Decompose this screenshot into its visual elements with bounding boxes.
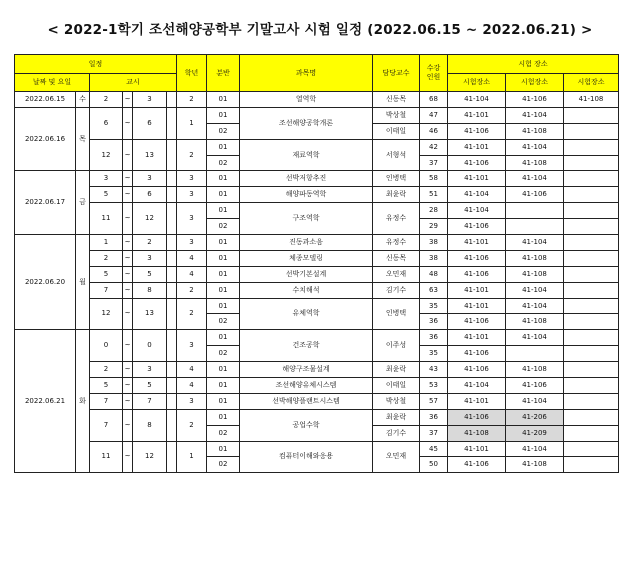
room-2-cell: 41-108 [506,314,564,330]
room-2-cell: 41-104 [506,441,564,457]
period-dash: ~ [123,203,133,235]
period-end: 8 [133,409,167,441]
professor-cell: 인병택 [373,298,420,330]
section-cell: 01 [207,409,240,425]
room-1-cell: 41-101 [448,107,506,123]
table-row [15,171,619,187]
period-start: 12 [90,298,123,330]
table-row [15,378,619,394]
period-start: 2 [90,362,123,378]
section-cell: 01 [207,378,240,394]
room-3-cell [564,250,619,266]
room-3-cell [564,107,619,123]
enrollment-cell: 58 [420,171,448,187]
enrollment-cell: 36 [420,409,448,425]
section-cell: 02 [207,457,240,473]
room-3-cell [564,314,619,330]
period-dash: ~ [123,107,133,139]
period-dash: ~ [123,250,133,266]
period-start: 5 [90,187,123,203]
header-period: 교시 [90,74,177,92]
section-cell: 01 [207,362,240,378]
section-cell: 02 [207,425,240,441]
enrollment-cell: 37 [420,425,448,441]
grade-cell: 3 [177,393,207,409]
exam-schedule-table [14,54,619,473]
grade-cell: 1 [177,441,207,473]
room-3-cell [564,266,619,282]
period-dash: ~ [123,282,133,298]
period-end: 8 [133,282,167,298]
room-1-cell: 41-101 [448,441,506,457]
section-cell: 02 [207,219,240,235]
room-3-cell [564,139,619,155]
period-spacer [167,393,177,409]
period-start: 7 [90,393,123,409]
room-3-cell [564,362,619,378]
table-row [15,393,619,409]
section-cell: 01 [207,282,240,298]
enrollment-cell: 51 [420,187,448,203]
table-row [15,282,619,298]
room-1-cell: 41-101 [448,235,506,251]
period-spacer [167,235,177,251]
period-dash: ~ [123,393,133,409]
course-name: 선박기본설계 [240,266,373,282]
period-dash: ~ [123,441,133,473]
professor-cell: 오민재 [373,441,420,473]
room-2-cell: 41-104 [506,393,564,409]
grade-cell: 2 [177,298,207,330]
period-start: 11 [90,441,123,473]
room-1-cell: 41-106 [448,409,506,425]
room-3-cell [564,219,619,235]
period-end: 7 [133,393,167,409]
weekday-cell: 화 [76,330,90,473]
header-row [15,55,619,74]
professor-cell: 이태일 [373,378,420,394]
period-spacer [167,92,177,108]
period-start: 0 [90,330,123,362]
room-2-cell: 41-104 [506,282,564,298]
room-1-cell: 41-101 [448,330,506,346]
room-2-cell: 41-104 [506,298,564,314]
enrollment-cell: 36 [420,330,448,346]
period-dash: ~ [123,139,133,171]
room-2-cell: 41-108 [506,250,564,266]
room-2-cell: 41-104 [506,235,564,251]
table-row [15,298,619,314]
period-end: 13 [133,298,167,330]
enrollment-cell: 38 [420,235,448,251]
professor-cell: 신동목 [373,250,420,266]
section-cell: 01 [207,330,240,346]
room-3-cell [564,155,619,171]
course-name: 유체역학 [240,298,373,330]
section-cell: 01 [207,171,240,187]
room-2-cell [506,346,564,362]
course-name: 조선해양공학개론 [240,107,373,139]
period-spacer [167,378,177,394]
section-cell: 01 [207,139,240,155]
date-cell: 2022.06.20 [15,235,76,330]
enrollment-cell: 43 [420,362,448,378]
course-name: 체종모델링 [240,250,373,266]
date-cell: 2022.06.17 [15,171,76,235]
section-cell: 01 [207,393,240,409]
course-name: 재료역학 [240,139,373,171]
grade-cell: 2 [177,92,207,108]
period-start: 7 [90,282,123,298]
professor-cell: 이태일 [373,123,420,139]
period-dash: ~ [123,362,133,378]
period-start: 12 [90,139,123,171]
period-dash: ~ [123,235,133,251]
room-3-cell [564,282,619,298]
grade-cell: 3 [177,187,207,203]
enrollment-cell: 36 [420,314,448,330]
room-3-cell [564,330,619,346]
period-end: 3 [133,92,167,108]
room-3-cell [564,393,619,409]
period-end: 13 [133,139,167,171]
table-row [15,92,619,108]
professor-cell: 신동목 [373,92,420,108]
period-spacer [167,187,177,203]
room-1-cell: 41-106 [448,457,506,473]
enrollment-cell: 38 [420,250,448,266]
enrollment-cell: 68 [420,92,448,108]
room-1-cell: 41-104 [448,378,506,394]
header-room-3: 시험장소 [564,74,619,92]
course-name: 수치해석 [240,282,373,298]
professor-cell: 김기수 [373,425,420,441]
period-start: 2 [90,92,123,108]
room-1-cell: 41-101 [448,282,506,298]
room-2-cell: 41-108 [506,362,564,378]
period-spacer [167,441,177,473]
professor-cell: 유정수 [373,203,420,235]
period-start: 5 [90,266,123,282]
period-spacer [167,139,177,171]
course-name: 진동과소음 [240,235,373,251]
weekday-cell: 수 [76,92,90,108]
header-section: 분반 [207,55,240,92]
room-1-cell: 41-104 [448,92,506,108]
room-2-cell: 41-206 [506,409,564,425]
grade-cell: 3 [177,235,207,251]
room-2-cell [506,219,564,235]
course-name: 컴퓨터이해와응용 [240,441,373,473]
period-dash: ~ [123,187,133,203]
course-name: 선박저항추진 [240,171,373,187]
section-cell: 02 [207,155,240,171]
period-end: 12 [133,203,167,235]
professor-cell: 최윤락 [373,409,420,425]
period-dash: ~ [123,298,133,330]
period-dash: ~ [123,171,133,187]
room-3-cell [564,457,619,473]
room-1-cell: 41-101 [448,139,506,155]
professor-cell: 최윤락 [373,362,420,378]
date-cell: 2022.06.21 [15,330,76,473]
period-spacer [167,266,177,282]
course-name: 건조공학 [240,330,373,362]
enrollment-cell: 63 [420,282,448,298]
room-2-cell: 41-108 [506,155,564,171]
grade-cell: 3 [177,203,207,235]
period-spacer [167,298,177,330]
table-row [15,203,619,219]
grade-cell: 2 [177,282,207,298]
room-3-cell [564,203,619,219]
professor-cell: 인병택 [373,171,420,187]
enrollment-cell: 42 [420,139,448,155]
page-title: < 2022-1학기 조선해양공학부 기말고사 시험 일정 (2022.06.15 ~ 2022.06.21) > [47,22,593,38]
professor-cell: 이주성 [373,330,420,362]
professor-cell: 오민재 [373,266,420,282]
grade-cell: 2 [177,409,207,441]
room-3-cell [564,409,619,425]
period-spacer [167,409,177,441]
professor-cell: 최윤락 [373,187,420,203]
table-row [15,330,619,346]
enrollment-cell: 50 [420,457,448,473]
enrollment-cell: 35 [420,298,448,314]
enrollment-cell: 46 [420,123,448,139]
room-1-cell: 41-106 [448,250,506,266]
course-name: 선박해양플랜트시스템 [240,393,373,409]
period-start: 3 [90,171,123,187]
professor-cell: 박상철 [373,107,420,123]
room-2-cell: 41-106 [506,187,564,203]
table-row [15,409,619,425]
period-start: 1 [90,235,123,251]
grade-cell: 3 [177,330,207,362]
table-row [15,187,619,203]
room-1-cell: 41-101 [448,298,506,314]
period-end: 2 [133,235,167,251]
weekday-cell: 목 [76,107,90,171]
period-end: 0 [133,330,167,362]
section-cell: 01 [207,266,240,282]
room-2-cell: 41-106 [506,92,564,108]
room-1-cell: 41-106 [448,362,506,378]
grade-cell: 3 [177,171,207,187]
period-spacer [167,362,177,378]
weekday-cell: 월 [76,235,90,330]
grade-cell: 4 [177,250,207,266]
table-row [15,266,619,282]
table-row [15,235,619,251]
section-cell: 01 [207,441,240,457]
room-1-cell: 41-106 [448,155,506,171]
section-cell: 01 [207,107,240,123]
section-cell: 01 [207,187,240,203]
course-name: 열역학 [240,92,373,108]
enrollment-cell: 35 [420,346,448,362]
room-1-cell: 41-101 [448,393,506,409]
section-cell: 01 [207,298,240,314]
grade-cell: 4 [177,362,207,378]
room-1-cell: 41-108 [448,425,506,441]
period-dash: ~ [123,266,133,282]
period-dash: ~ [123,378,133,394]
enrollment-cell: 53 [420,378,448,394]
room-3-cell [564,171,619,187]
date-cell: 2022.06.16 [15,107,76,171]
grade-cell: 4 [177,266,207,282]
room-3-cell [564,425,619,441]
period-spacer [167,203,177,235]
header-schedule: 일정 [15,55,177,74]
room-2-cell: 41-104 [506,139,564,155]
period-end: 5 [133,266,167,282]
room-3-cell [564,346,619,362]
enrollment-cell: 48 [420,266,448,282]
period-spacer [167,250,177,266]
room-1-cell: 41-106 [448,314,506,330]
room-2-cell [506,203,564,219]
room-3-cell [564,123,619,139]
course-name: 해양구조물설계 [240,362,373,378]
room-1-cell: 41-106 [448,219,506,235]
section-cell: 02 [207,346,240,362]
header-room-1: 시험장소 [448,74,506,92]
section-cell: 02 [207,314,240,330]
period-spacer [167,282,177,298]
course-name: 구조역학 [240,203,373,235]
period-start: 7 [90,409,123,441]
period-end: 6 [133,187,167,203]
table-row [15,250,619,266]
room-3-cell: 41-108 [564,92,619,108]
room-3-cell [564,298,619,314]
professor-cell: 유정수 [373,235,420,251]
period-end: 3 [133,362,167,378]
room-3-cell [564,441,619,457]
room-1-cell: 41-104 [448,203,506,219]
section-cell: 01 [207,92,240,108]
period-start: 2 [90,250,123,266]
room-2-cell: 41-104 [506,171,564,187]
room-1-cell: 41-106 [448,123,506,139]
header-enrollment: 수강 인원 [420,55,448,92]
period-start: 6 [90,107,123,139]
enrollment-cell: 45 [420,441,448,457]
table-row [15,107,619,123]
enrollment-cell: 37 [420,155,448,171]
period-end: 3 [133,250,167,266]
professor-cell: 박상철 [373,393,420,409]
room-2-cell: 41-108 [506,457,564,473]
enrollment-cell: 28 [420,203,448,219]
period-spacer [167,330,177,362]
period-end: 5 [133,378,167,394]
room-3-cell [564,235,619,251]
enrollment-cell: 29 [420,219,448,235]
date-cell: 2022.06.15 [15,92,76,108]
enrollment-cell: 47 [420,107,448,123]
professor-cell: 김기수 [373,282,420,298]
header-date-day: 날짜 및 요일 [15,74,90,92]
professor-cell: 서형석 [373,139,420,171]
room-2-cell: 41-209 [506,425,564,441]
period-spacer [167,171,177,187]
period-dash: ~ [123,330,133,362]
room-2-cell: 41-104 [506,330,564,346]
table-row [15,139,619,155]
weekday-cell: 금 [76,171,90,235]
room-1-cell: 41-101 [448,171,506,187]
table-row [15,362,619,378]
course-name: 해양파동역학 [240,187,373,203]
room-2-cell: 41-108 [506,123,564,139]
section-cell: 02 [207,123,240,139]
room-2-cell: 41-104 [506,107,564,123]
room-2-cell: 41-106 [506,378,564,394]
enrollment-cell: 57 [420,393,448,409]
course-name: 공업수학 [240,409,373,441]
period-spacer [167,107,177,139]
room-1-cell: 41-106 [448,346,506,362]
grade-cell: 1 [177,107,207,139]
period-start: 5 [90,378,123,394]
header-professor: 담당교수 [373,55,420,92]
room-2-cell: 41-108 [506,266,564,282]
section-cell: 01 [207,235,240,251]
header-grade: 학년 [177,55,207,92]
period-dash: ~ [123,92,133,108]
grade-cell: 2 [177,139,207,171]
table-row [15,441,619,457]
period-start: 11 [90,203,123,235]
header-exam-room: 시험 장소 [448,55,619,74]
period-end: 12 [133,441,167,473]
period-end: 3 [133,171,167,187]
section-cell: 01 [207,250,240,266]
header-course: 과목명 [240,55,373,92]
period-end: 6 [133,107,167,139]
period-dash: ~ [123,409,133,441]
room-3-cell [564,187,619,203]
room-1-cell: 41-106 [448,266,506,282]
room-1-cell: 41-104 [448,187,506,203]
header-room-2: 시험장소 [506,74,564,92]
room-3-cell [564,378,619,394]
grade-cell: 4 [177,378,207,394]
course-name: 조선해양유체시스템 [240,378,373,394]
section-cell: 01 [207,203,240,219]
